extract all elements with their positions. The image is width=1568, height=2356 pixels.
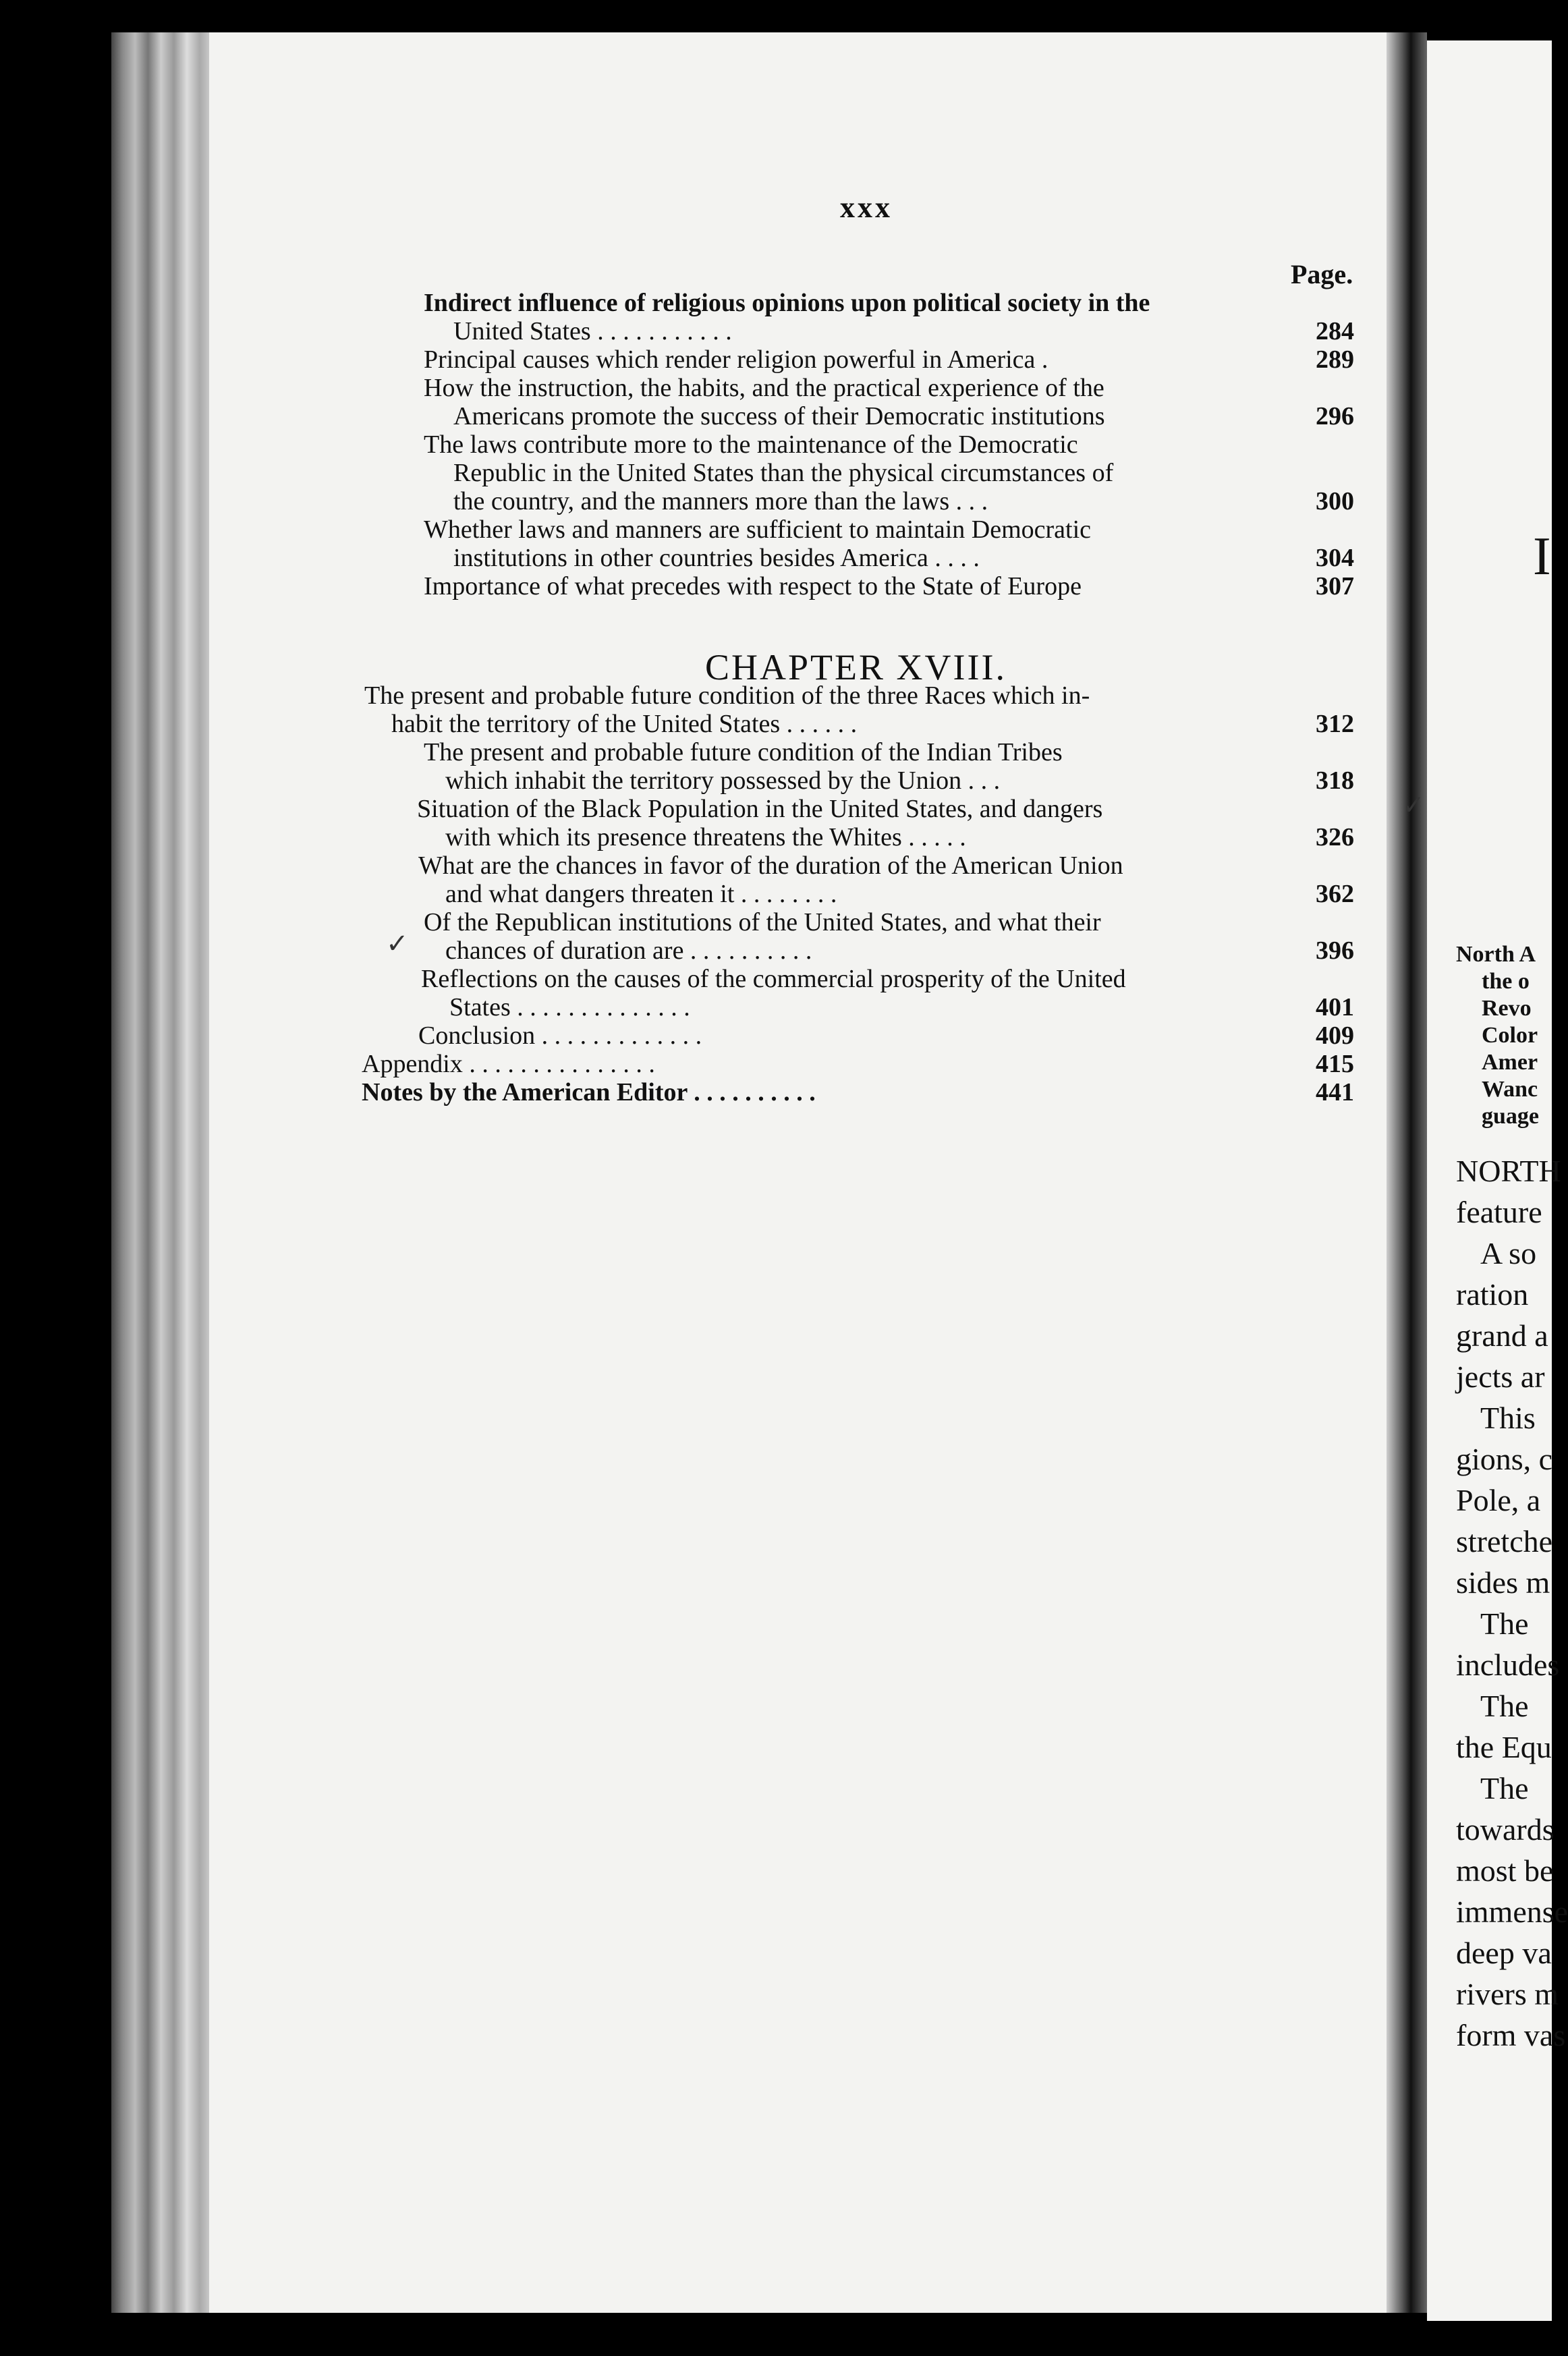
- toc-page-number: 304: [1316, 544, 1354, 572]
- right-summary-line: Color: [1482, 1023, 1538, 1048]
- right-body-line: NORTH: [1456, 1154, 1561, 1188]
- right-summary-line: the o: [1482, 969, 1530, 994]
- right-body-line: Pole, a: [1456, 1483, 1541, 1517]
- right-body-line: The: [1480, 1771, 1529, 1805]
- right-body-line: towards: [1456, 1812, 1555, 1847]
- right-body-line: grand a: [1456, 1318, 1548, 1353]
- toc-entry-line: How the instruction, the habits, and the practical experience of the: [424, 374, 1104, 402]
- toc-entry-line: and what dangers threaten it . . . . . . . .: [445, 880, 837, 908]
- toc-page-number: 307: [1316, 572, 1354, 600]
- book-gutter: [1387, 32, 1427, 2313]
- page-number: xxx: [840, 191, 893, 224]
- right-body-line: includes: [1456, 1648, 1560, 1682]
- right-body-line: form vas: [1456, 2018, 1566, 2052]
- toc-entry-line: Notes by the American Editor . . . . . . . . . .: [362, 1078, 816, 1106]
- right-body-line: jects ar: [1456, 1359, 1545, 1394]
- toc-entry-line: Indirect influence of religious opinions upon political society in the: [424, 289, 1150, 317]
- toc-entry-line: Principal causes which render religion powerful in America .: [424, 345, 1048, 374]
- chapter-heading: CHAPTER XVIII.: [705, 647, 1007, 688]
- right-body-line: sides m: [1456, 1565, 1550, 1600]
- right-body-line: the Equ: [1456, 1730, 1552, 1764]
- toc-entry-line: Conclusion . . . . . . . . . . . . .: [418, 1021, 702, 1050]
- toc-entry-line: chances of duration are . . . . . . . . . .: [445, 936, 812, 965]
- toc-page-number: 326: [1316, 823, 1354, 851]
- toc-page-number: 396: [1316, 936, 1354, 965]
- toc-entry-line: habit the territory of the United States . . . . . .: [391, 710, 858, 738]
- toc-entry-line: The present and probable future condition of the three Races which in-: [364, 681, 1090, 710]
- right-page-chapter-initial: I: [1533, 527, 1551, 586]
- toc-page-number: 401: [1316, 993, 1354, 1021]
- toc-entry-line: institutions in other countries besides America . . . .: [453, 544, 980, 572]
- page-column-label: Page.: [1291, 259, 1353, 289]
- right-body-line: most be: [1456, 1853, 1554, 1888]
- right-body-line: A so: [1480, 1236, 1537, 1270]
- toc-entry-line: Appendix . . . . . . . . . . . . . . .: [362, 1050, 655, 1078]
- right-body-line: The: [1480, 1689, 1529, 1723]
- toc-page-number: 296: [1316, 402, 1354, 430]
- toc-page-number: 289: [1316, 345, 1354, 374]
- toc-entry-line: the country, and the manners more than the laws . . .: [453, 487, 988, 515]
- toc-entry-line: States . . . . . . . . . . . . . .: [449, 993, 690, 1021]
- right-page-text-fragment: [1456, 941, 1568, 2056]
- toc-page-number: 441: [1316, 1078, 1354, 1106]
- right-body-line: feature: [1456, 1195, 1542, 1229]
- right-body-line: stretche: [1456, 1524, 1553, 1559]
- right-body-line: deep va: [1456, 1936, 1552, 1970]
- right-summary-line: North A: [1456, 942, 1536, 967]
- toc-entry-line: Americans promote the success of their Democratic institutions: [453, 402, 1105, 430]
- right-body-line: ration: [1456, 1277, 1529, 1312]
- right-summary-line: Wanc: [1482, 1077, 1538, 1102]
- toc-entry-line: United States . . . . . . . . . . .: [453, 317, 732, 345]
- toc-entry-line: with which its presence threatens the Whites . . . . .: [445, 823, 966, 851]
- page-edge-stack: [111, 32, 219, 2313]
- toc-page-number: 362: [1316, 880, 1354, 908]
- right-body-line: The: [1480, 1606, 1529, 1641]
- toc-page-number: 284: [1316, 317, 1354, 345]
- right-body-line: immense: [1456, 1895, 1568, 1929]
- toc-entry-line: Republic in the United States than the physical circumstances of: [453, 459, 1114, 487]
- pencil-tick-mark: ✓: [386, 928, 409, 959]
- right-summary-line: Amer: [1482, 1050, 1538, 1075]
- toc-entry-line: The present and probable future condition of the Indian Tribes: [424, 738, 1063, 766]
- toc-entry-line: Whether laws and manners are sufficient to maintain Democratic: [424, 515, 1092, 544]
- toc-page-number: 318: [1316, 766, 1354, 795]
- toc-entry-line: What are the chances in favor of the duration of the American Union: [418, 851, 1123, 880]
- toc-entry-line: which inhabit the territory possessed by the Union . . .: [445, 766, 1001, 795]
- toc-entry-line: Situation of the Black Population in the United States, and dangers: [417, 795, 1103, 823]
- right-summary-line: guage: [1482, 1104, 1539, 1129]
- toc-page-number: 409: [1316, 1021, 1354, 1050]
- toc-page-number: 312: [1316, 710, 1354, 738]
- right-summary-line: Revo: [1482, 996, 1532, 1021]
- right-body-line: rivers m: [1456, 1977, 1559, 2011]
- toc-entry-line: The laws contribute more to the maintenance of the Democratic: [424, 430, 1078, 459]
- right-body-line: gions, c: [1456, 1442, 1553, 1476]
- toc-page-number: 300: [1316, 487, 1354, 515]
- toc-page-number: 415: [1316, 1050, 1354, 1078]
- pencil-check-mark: ✓: [1402, 790, 1425, 820]
- toc-entry-line: Of the Republican institutions of the United States, and what their: [424, 908, 1101, 936]
- toc-entry-line: Importance of what precedes with respect to the State of Europe: [424, 572, 1082, 600]
- right-body-line: This: [1480, 1401, 1536, 1435]
- toc-entry-line: Reflections on the causes of the commercial prosperity of the United: [421, 965, 1126, 993]
